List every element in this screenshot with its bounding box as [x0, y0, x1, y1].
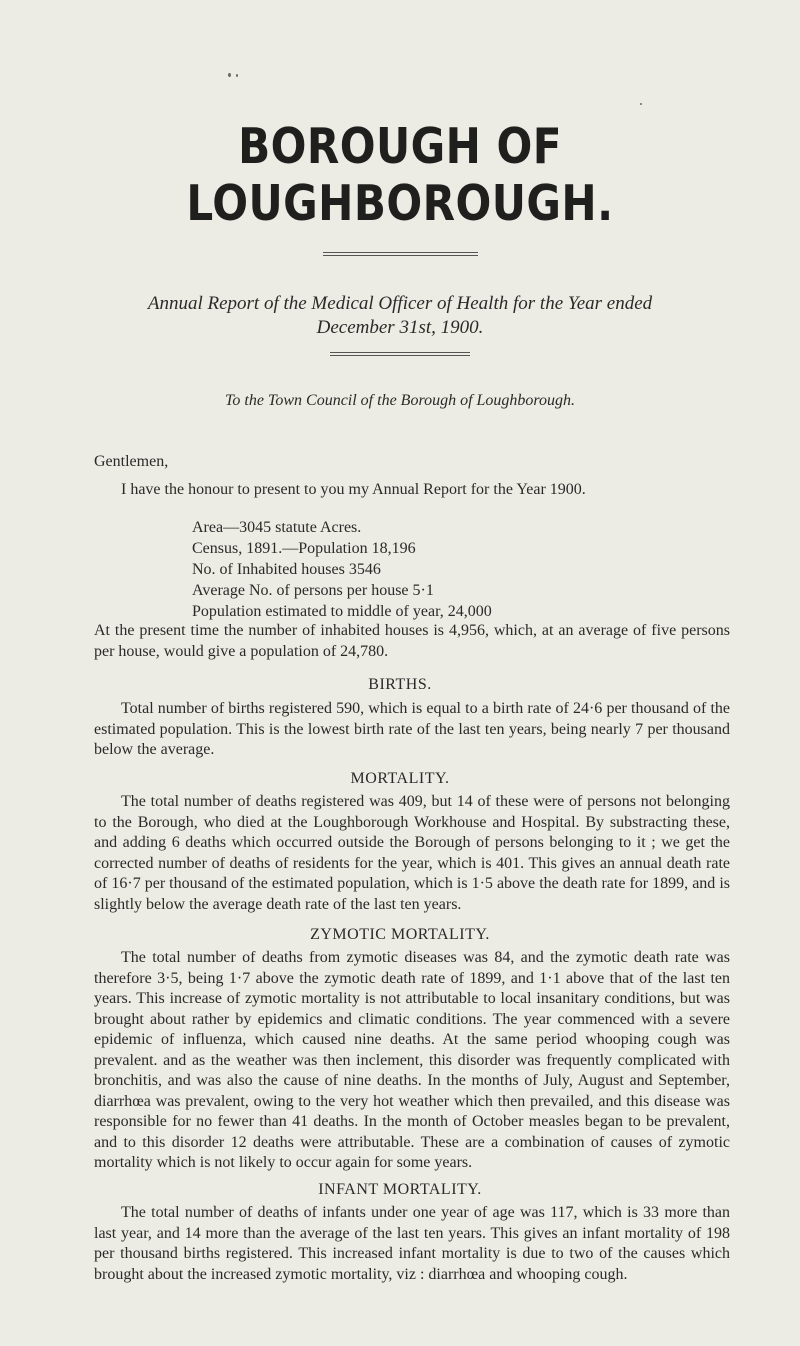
document-title: BOROUGH OF LOUGHBOROUGH. — [186, 118, 614, 232]
intro-line: I have the honour to present to you my Annual Report for the Year 1900. — [121, 481, 586, 498]
salutation: Gentlemen, — [94, 453, 169, 470]
paper-speck — [228, 73, 231, 77]
stat-item-population: Population estimated to middle of year, 24,000 — [192, 603, 492, 620]
statistics-list — [192, 517, 492, 622]
section-body-infant: The total number of deaths of infants under one year of age was 117, which is 33 more than last year, and 14 more than the average of the last ten years. This gives an infant mortality of 198 per thousand births registered. This increased infant mortality is due to two of the causes which brought about the increased zymotic mortality, viz : diarrhœa and whooping cough. — [94, 1204, 730, 1283]
paper-speck — [640, 103, 642, 105]
stat-item-census: Census, 1891.—Population 18,196 — [192, 540, 416, 557]
section-heading-zymotic: ZYMOTIC MORTALITY. — [310, 926, 490, 943]
section-heading-mortality: MORTALITY. — [350, 770, 450, 787]
section-heading-births: BIRTHS. — [368, 676, 432, 693]
subtitle-line-1: Annual Report of the Medical Officer of Health for the Year ended — [147, 293, 653, 314]
stat-item-area: Area—3045 statute Acres. — [192, 519, 362, 536]
address-line: To the Town Council of the Borough of Loughborough. — [224, 392, 576, 409]
subtitle-line-2: December 31st, 1900. — [316, 317, 484, 338]
section-body-mortality: The total number of deaths registered was 409, but 14 of these were of persons not belonging to the Borough, who died at the Loughborough Workhouse and Hospital. By substracting these, and adding 6 deaths which occurred outside the Borough of persons belonging to it ; we get the corrected number of deaths of residents for the year, which is 401. This gives an annual death rate of 16·7 per thousand of the estimated population, which is 1·5 above the death rate for 1899, and is slightly below the average death rate of the last ten years. — [94, 793, 730, 913]
stat-item-average: Average No. of persons per house 5·1 — [192, 582, 434, 599]
report-subtitle — [60, 292, 740, 340]
section-body-zymotic: The total number of deaths from zymotic diseases was 84, and the zymotic death rate was therefore 3·5, being 1·7 above the zymotic death rate of 1899, and 1·1 above that of the last ten years. This increase of zymotic mortality is not attributable to local insanitary conditions, but was brought about rather by epidemics and climatic conditions. The year commenced with a severe epidemic of influenza, which caused nine deaths. At the same period whooping cough was prevalent. and as the weather was then inclement, this disorder was frequently complicated with bronchitis, and was also the cause of nine deaths. In the months of July, August and September, diarrhœa was prevalent, owing to the very hot weather which then prevailed, and this disease was responsible for no fewer than 41 deaths. In the month of October measles began to be prevalent, and to this disorder 12 deaths were attributable. These are a combination of causes of zymotic mortality which is not likely to occur again for some years. — [94, 949, 730, 1171]
section-heading-infant: INFANT MORTALITY. — [318, 1181, 482, 1198]
stat-item-houses: No. of Inhabited houses 3546 — [192, 561, 381, 578]
subtitle-divider — [330, 352, 470, 356]
paper-speck — [236, 74, 238, 77]
title-divider — [323, 252, 478, 256]
section-body-births: Total number of births registered 590, which is equal to a birth rate of 24·6 per thousand of the estimated population. This is the lowest birth rate of the last ten years, being nearly 7 per thousand below the average. — [94, 700, 730, 758]
houses-paragraph: At the present time the number of inhabited houses is 4,956, which, at an average of five persons per house, would give a population of 24,780. — [94, 622, 730, 660]
